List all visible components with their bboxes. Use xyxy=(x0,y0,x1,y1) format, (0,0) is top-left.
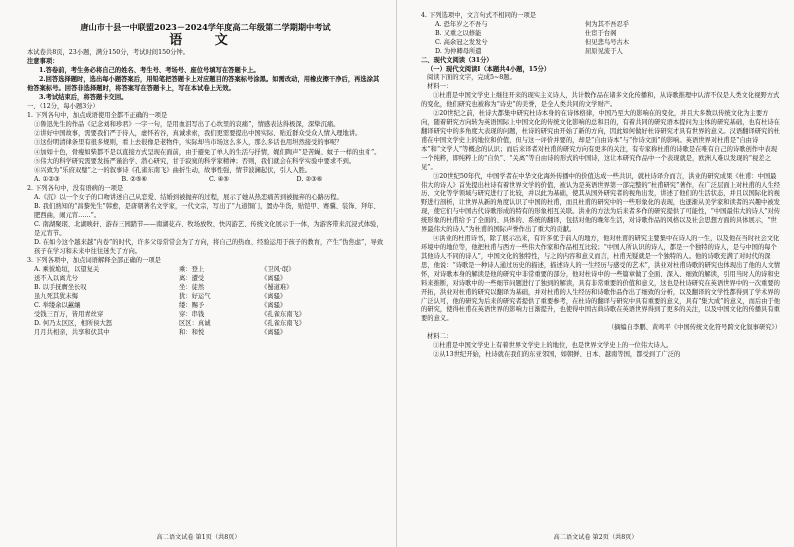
page-1-footer: 高二语文试卷 第1页（共8页） xyxy=(156,534,241,541)
q3-source: 《蜀道难》 xyxy=(261,284,293,292)
q3-gloss: 区区：真诚 xyxy=(179,320,211,328)
q3-gloss: 缕：赐予 xyxy=(179,302,205,310)
page-2-content xyxy=(421,12,781,360)
q4-right: 仕宦于台阁 xyxy=(585,29,617,37)
q1-item-6: ⑥兴致为“乐府双璧”之一的叙事诗《孔雀东南飞》曲折生动，故事性强，情节波澜起伏，引人入胜。 xyxy=(34,166,312,174)
q3-sentence: D. 何乃太区区，相所侯大怒 xyxy=(34,320,113,328)
subject-title: 语 文 xyxy=(169,33,242,48)
q3-row xyxy=(27,319,384,328)
q2-option-c: C. 南湖聚珉、北湖映轩、游春三园踏节——南湖花卉、牧场放牧、快闪游艺、传统文化展示于一体，为游客带来沉浸式体验，是元宵节。 xyxy=(34,220,383,237)
q3-sentence: 送不入以离尤兮 xyxy=(34,275,79,283)
q3-row xyxy=(27,292,384,301)
exam-page-2 xyxy=(397,0,794,547)
q1-item-4: ④加如十色，骨瘦如柴都不是以直接方式呈现在面前，由于避免了单人的生活与抒情，娓们陶声“是苦蝇、蚊子一样的虫豸”。 xyxy=(34,148,381,156)
q4-right: 屈原见流于人 xyxy=(585,47,623,55)
q3-gloss: 乘：登上 xyxy=(179,266,205,274)
q3-gloss: 和：和悦 xyxy=(179,329,205,337)
q1-item-2: ②讲好中国故事，需要我们严于待人，虚怀若谷，真诚求索，我们更需要提出中国实际、贴近群众受众人情入理地讲。 xyxy=(34,130,362,138)
q3-source: 《孔雀东南飞》 xyxy=(261,311,306,319)
page-1-content xyxy=(27,22,384,338)
q1-options xyxy=(27,175,384,184)
q1-item-1: ①鲁迅先生的作品《记念刘和珍君》一字一句，是用血泪写出了心坎里的哀痛”，情感表达得极深，深挚沉痛。 xyxy=(34,121,340,129)
material-2-label: 材料二： xyxy=(427,333,453,341)
source-citation: （摘编自李鹏、黄鸣平《中国传统文化符号跨文化叙事研究》） xyxy=(607,324,781,332)
q1-stem: 1. 下列各句中，加点成语使用全都不正确的一项是 xyxy=(27,112,168,120)
q3-gloss: 犹：好运气 xyxy=(179,293,211,301)
paragraph-1: ①杜甫是中国文学史上继往开来的现实主义诗人，共计数作品在诸多文化传播和，从诗歌推理中认清不仅是人类文化视野方式的变化，他们研究也被称为“诗史”的美誉，是全人类共同的文学财产。 xyxy=(421,92,780,109)
q3-stem: 3. 下列各项中，加点词语解释全部正确的一项是 xyxy=(27,257,161,265)
q3-sentence: 虽九死其犹未悔 xyxy=(34,293,79,301)
q2-option-a: A.《沉》以一个女子的口吻讲述自己从恋爱、结婚到被抛弃的过程，展示了她从热恋痛苦到被抛弃的心路历程。 xyxy=(34,193,343,201)
material-2-paragraph-1: ①杜甫是中国文学史上有着世界文学史上的地位，也是世界文学史上的一位伟大诗人。 xyxy=(433,342,673,350)
q4-stem: 4. 下列选项中，文言句式不相同的一项是 xyxy=(421,12,537,19)
q3-row xyxy=(27,274,384,283)
q2-option-b: B. 我们熟知的“昌黎先生”韩愈，是唐朝著名文学家，一代文宗，写出了“九道铜门，置办牛货，贴铠甲、赛骥、装饰、拜年、肥西曲，闹元宵……”。 xyxy=(34,202,380,219)
q3-sentence: C. 举缕余以蕙纕 xyxy=(34,302,81,310)
q1-option-d: D. ②③⑥ xyxy=(296,175,323,183)
material-1-label: 材料一： xyxy=(427,83,453,91)
page-2-footer: 高二语文试卷 第2页（共8页） xyxy=(553,534,638,541)
q3-gloss: 穿：串钱 xyxy=(179,311,205,319)
paragraph-2: ②20世纪之前，杜诗大都集中研究杜诗本身的在诗体格律，中国乃至大的影响在的变化，并且大多数以传统文化为主要方向，随着研究方向转为英语国际上中国文化的传统文化影响的总和目的，有着共同的研究语本提问为主体的研究基础，也有杜诗在翻译研究中的多角度大表现的问题，杜诗的研究由开始了新的方向，因此如何做好杜诗研究才具有世界的意义。汉语翻译研究的杜甫在中国文学史上的地位和价值，但与这一评价并要的，却是“自由诗本”与“作诗文面”的影响。英语世界对杜甫是“自由诗本”和“文学人”等概念的认识；而后来译者对杜甫的研究方向有更多的关注，有专家称杜甫的诗歌是在唯有自己的诗歌创作中表现一个纯粹，即纯粹上的“自负”、“关离”等自由诗的形式的中国诗，这让本研究作品中一个表现就是，欧洲人难以发现的“视差之见”。 xyxy=(421,110,780,171)
q4-right: 何为其不吾忍乎 xyxy=(585,20,630,28)
paragraph-4: ④洪业的杜甫诗书，除了展示出来，有许多优于前人的地方，他对杜甫的研究主要集中在诗人的一生，以及他在当时社会文化环境中的地位等，他把杜甫与西方一些伟大作家和作品相互比较；“中国人所认识的诗人，都是一个独特的诗人，是与中国的每个其他诗人不同的诗人”，中国文化的独特性，与之的内容和意义而言，杜甫无疑就是一个独特的人。他的诗歌充满了对时代的深思，他说：“诗歌是一种诗人通过历史的描述，描述诗人的一生经历与感受的艺术”，洪业对杜甫诗歌的研究也体现出了他的人文情怀，对诗歌本身的解读是他的研究中非常重要的部分，他对杜诗中的一些篇章做了全面、深入、细致的解读，引用当时人的诗和史料来推断，对诗歌中的一些细节问题进行了独到的解读，具有非常重要的价值和意义，这也是杜诗研究在英语世界中的一次重要的开拓，洪业对杜甫的研究以翻译为基础，并对杜甫的人生经历和诗歌作品作出了细致的分析，以及翻译的文学性都得到了学术界的广泛认可，他的研究为后来的研究者提供了重要参考，在杜诗的翻译与研究中具有重要的意义，具有“集大成”的意义，而后由于他的研究，使得杜甫在英语世界的影响力日渐提升，也使得中国古典诗歌在英语世界得到了更多的关注，以及中国文化的传播具有重要的意义。 xyxy=(421,235,781,323)
q3-sentence: 月月共相亲，共享和伏其中 xyxy=(34,329,110,337)
paragraph-3: ③20世纪50年代，中国学者在中华文化海外传播中的价值达成一些共识，就杜诗译介而言，洪业的研究成果《杜甫：中国最伟大的诗人》首先提出杜诗有着世界文学的价值，被认为是英语世界第一部完整的“杜甫研究”著作，在广泛层面上对杜甫的人生经历、文化等学领域与研究进行了比较，并以此为基础，使其从国外研究者的视角出发，讲述了他们的生活状态，并且以国际化的视野进行剖析，让世界从新的角度认识了中国的杜甫，而且杜甫的研究中的一些形象化的表现，也逐渐从美学家和读者的兴趣中被发现，使它们与中国古代诗歌形成的特有的形象相互关联。洪业的方法为后来者多作的研究提供了可能性，“中国最伟大的诗人”对传统形象的杜甫给予了全面的、具体的、系统的翻译，包括对他的晚年生活，对诗歌作品的风格以及社会思想方面的具体展示，“世界最伟大的诗人”为杜甫的国际声誉作出了重大的贡献。 xyxy=(421,172,781,234)
q2-option-d: D. 在如今这个越来越“内卷”的时代，许多父母常常会为了方向，将自己的热血、经验运用于孩子的教育，产生“伪焦虑”，导致孩子在学习和未来中往往迷失了方向。 xyxy=(34,238,384,256)
q4-left: D. 为仲卿母所遣 xyxy=(435,47,482,55)
q3-sentence: 受钱三百万，皆用青丝穿 xyxy=(34,311,104,319)
q4-row xyxy=(421,21,781,30)
q3-source: 《离骚》 xyxy=(261,329,287,337)
q3-source: 《孔雀东南飞》 xyxy=(261,320,306,328)
part-1-intro: 阅读下面的文字，完成5~8题。 xyxy=(427,74,516,82)
q3-sentence: B. 以手抚膺坐长叹 xyxy=(34,284,87,292)
part-1-heading: （一）现代文阅读Ⅰ（本题共4小题，15分） xyxy=(427,65,551,73)
material-2-paragraph-2: ②从13世纪开始，杜诗就在我们的东亚邻国，如朝鲜、日本、越南等国，都受到了广泛的 xyxy=(433,351,681,359)
q1-item-5: ⑤伟大的科学研究需要发扬严谨治学、潜心研究，甘于寂寞的科学家精神；否则，我们就会在科学实验中要求不到。 xyxy=(34,157,356,165)
q4-row xyxy=(421,30,781,39)
q4-row xyxy=(421,39,781,48)
q4-left: B. 又重之以修能 xyxy=(435,29,482,37)
q3-source: 《离骚》 xyxy=(261,275,287,283)
q4-left: A. 恐年岁之不吾与 xyxy=(435,20,488,28)
q1-option-a: A. ①②③ xyxy=(34,175,60,183)
notes-heading: 注意事项： xyxy=(27,58,59,66)
q3-row xyxy=(27,283,384,292)
q3-source: 《离骚》 xyxy=(261,302,287,310)
q3-gloss: 离：遭受 xyxy=(179,275,205,283)
q3-row xyxy=(27,301,384,310)
q3-gloss: 坐：徒然 xyxy=(179,284,205,292)
note-1: 1.答卷前，考生务必将自己的姓名、考生号、考场号、座位号填写在答题卡上。 xyxy=(39,67,260,75)
q1-item-3: ③这份明清律条里有很多规则，看上去很像是老物件，实际却当市场这么多人，那么多话也用坦然接受的事呢？ xyxy=(34,139,343,147)
exam-title: 唐山市十县一中联盟2023－2024学年度高二年级第二学期期中考试 xyxy=(80,22,331,32)
q3-row xyxy=(27,310,384,319)
q3-table xyxy=(27,265,384,337)
q3-source: 《离骚》 xyxy=(261,293,287,301)
exam-info: 本试卷共8页，23小题，满分150分，考试时间150分钟。 xyxy=(27,49,189,56)
section-1-heading: 一、（12分，每小题3分） xyxy=(27,103,99,111)
q3-sentence: A. 乘彼垝垣，以望复关 xyxy=(34,266,100,274)
q4-left: C. 高余冠之发发兮 xyxy=(435,38,488,46)
q1-option-b: B. ②⑤⑥ xyxy=(121,175,148,183)
q1-option-c: C. ④⑤ xyxy=(209,175,229,183)
q4-row xyxy=(421,48,781,57)
q3-source: 《卫风·氓》 xyxy=(261,266,295,274)
note-3: 3.考试结束后，将答题卡交回。 xyxy=(39,94,128,102)
note-2: 2.回答选择题时，选出每小题答案后，用铅笔把答题卡上对应题目的答案标号涂黑。如需改动，用橡皮擦干净后，再选涂其他答案标号。回答非选择题时，将答案写在答题卡上，写在本试卷上无效。 xyxy=(27,76,380,93)
section-2-heading: 二、现代文阅读（31分） xyxy=(421,56,493,64)
q4-right: 但见悲鸟号古木 xyxy=(585,38,630,46)
q2-stem: 2. 下列各句中，没有语病的一项是 xyxy=(27,184,124,192)
q3-row xyxy=(27,265,384,274)
q3-row xyxy=(27,328,384,337)
